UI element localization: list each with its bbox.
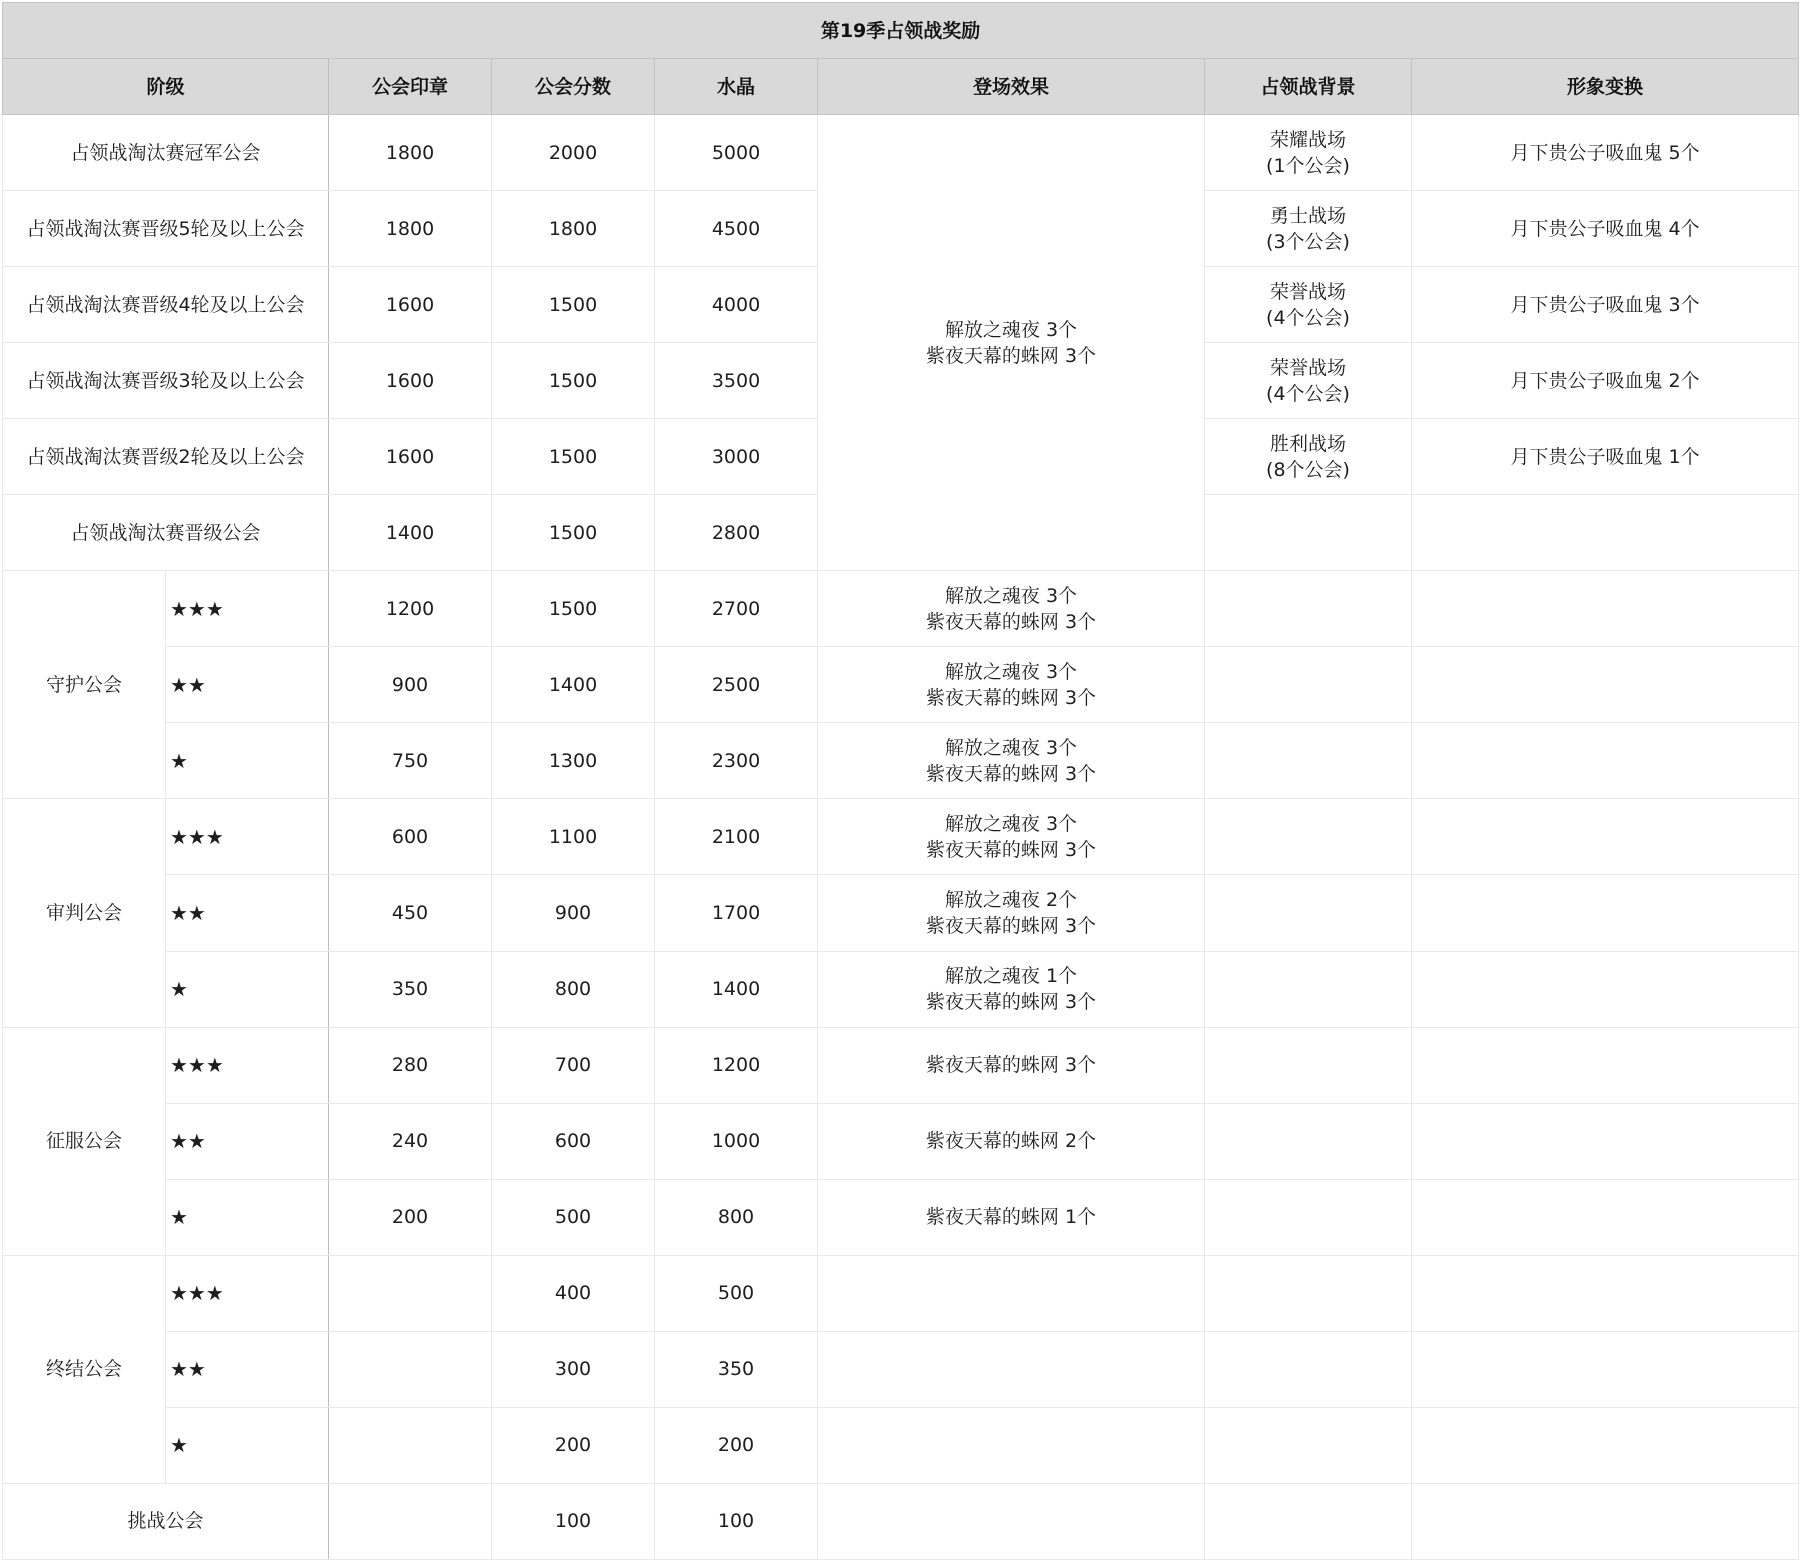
background-cell [1205,1255,1412,1331]
table-row [3,951,1799,1027]
header-crystal: 水晶 [655,59,818,115]
table-row [3,1103,1799,1179]
header-effect: 登场效果 [818,59,1205,115]
seal-cell: 900 [329,647,492,723]
effect-cell: 解放之魂夜 3个 紫夜天幕的蛛网 3个 [818,647,1205,723]
effect-cell: 紫夜天幕的蛛网 2个 [818,1103,1205,1179]
crystal-cell: 1000 [655,1103,818,1179]
effect-cell: 紫夜天幕的蛛网 3个 [818,1027,1205,1103]
score-cell: 1500 [492,419,655,495]
tier-cell: 占领战淘汰赛晋级5轮及以上公会 [3,191,329,267]
effect-cell [818,1331,1205,1407]
table-row [3,799,1799,875]
transform-cell [1412,495,1799,571]
star-rating: ★ [166,723,329,799]
score-cell: 400 [492,1255,655,1331]
effect-cell: 解放之魂夜 3个 紫夜天幕的蛛网 3个 [818,799,1205,875]
background-cell [1205,1103,1412,1179]
seal-cell: 200 [329,1179,492,1255]
table-row [3,1255,1799,1331]
header-seal: 公会印章 [329,59,492,115]
seal-cell [329,1255,492,1331]
transform-cell: 月下贵公子吸血鬼 2个 [1412,343,1799,419]
transform-cell [1412,571,1799,647]
score-cell: 2000 [492,115,655,191]
score-cell: 600 [492,1103,655,1179]
transform-cell: 月下贵公子吸血鬼 3个 [1412,267,1799,343]
table-row [3,571,1799,647]
background-cell [1205,1331,1412,1407]
seal-cell: 1600 [329,267,492,343]
star-rating: ★★★ [166,571,329,647]
score-cell: 100 [492,1483,655,1559]
score-cell: 800 [492,951,655,1027]
transform-cell [1412,1103,1799,1179]
score-cell: 700 [492,1027,655,1103]
group-label-cell: 审判公会 [3,799,166,1027]
transform-cell [1412,875,1799,951]
score-cell: 1500 [492,571,655,647]
table-row [3,1027,1799,1103]
transform-cell [1412,1483,1799,1559]
crystal-cell: 200 [655,1407,818,1483]
crystal-cell: 3000 [655,419,818,495]
table-title: 第19季占领战奖励 [3,3,1799,59]
table-row [3,875,1799,951]
background-cell [1205,1407,1412,1483]
table-row [3,1179,1799,1255]
seal-cell [329,1407,492,1483]
transform-cell [1412,951,1799,1027]
effect-cell [818,1483,1205,1559]
crystal-cell: 1400 [655,951,818,1027]
table-row [3,723,1799,799]
header-tier: 阶级 [3,59,329,115]
star-rating: ★ [166,1179,329,1255]
seal-cell: 1400 [329,495,492,571]
tier-cell: 占领战淘汰赛晋级2轮及以上公会 [3,419,329,495]
transform-cell [1412,723,1799,799]
transform-cell: 月下贵公子吸血鬼 4个 [1412,191,1799,267]
score-cell: 1500 [492,343,655,419]
score-cell: 1500 [492,267,655,343]
transform-cell [1412,1407,1799,1483]
transform-cell [1412,1331,1799,1407]
tier-cell: 占领战淘汰赛冠军公会 [3,115,329,191]
table-row [3,115,1799,191]
score-cell: 900 [492,875,655,951]
seal-cell: 1600 [329,343,492,419]
crystal-cell: 5000 [655,115,818,191]
table-row [3,647,1799,723]
seal-cell: 750 [329,723,492,799]
crystal-cell: 4000 [655,267,818,343]
table-row [3,1407,1799,1483]
tier-cell: 占领战淘汰赛晋级4轮及以上公会 [3,267,329,343]
group-label-cell: 终结公会 [3,1255,166,1483]
crystal-cell: 2500 [655,647,818,723]
crystal-cell: 1700 [655,875,818,951]
seal-cell: 1600 [329,419,492,495]
effect-cell [818,1407,1205,1483]
header-transform: 形象变换 [1412,59,1799,115]
seal-cell: 1200 [329,571,492,647]
header-score: 公会分数 [492,59,655,115]
transform-cell [1412,799,1799,875]
seal-cell: 600 [329,799,492,875]
score-cell: 200 [492,1407,655,1483]
background-cell: 荣耀战场 (1个公会) [1205,115,1412,191]
crystal-cell: 800 [655,1179,818,1255]
background-cell [1205,799,1412,875]
background-cell [1205,723,1412,799]
effect-cell [818,1255,1205,1331]
background-cell: 荣誉战场 (4个公会) [1205,267,1412,343]
transform-cell: 月下贵公子吸血鬼 5个 [1412,115,1799,191]
star-rating: ★★ [166,875,329,951]
seal-cell: 1800 [329,191,492,267]
star-rating: ★★ [166,1331,329,1407]
background-cell [1205,875,1412,951]
crystal-cell: 2100 [655,799,818,875]
crystal-cell: 100 [655,1483,818,1559]
background-cell [1205,1027,1412,1103]
background-cell [1205,495,1412,571]
crystal-cell: 2700 [655,571,818,647]
score-cell: 1100 [492,799,655,875]
shared-effect-cell: 解放之魂夜 3个 紫夜天幕的蛛网 3个 [818,115,1205,571]
star-rating: ★★ [166,647,329,723]
transform-cell [1412,1179,1799,1255]
star-rating: ★ [166,1407,329,1483]
crystal-cell: 3500 [655,343,818,419]
background-cell [1205,1483,1412,1559]
group-label-cell: 征服公会 [3,1027,166,1255]
crystal-cell: 1200 [655,1027,818,1103]
seal-cell [329,1331,492,1407]
seal-cell: 450 [329,875,492,951]
transform-cell [1412,1255,1799,1331]
effect-cell: 解放之魂夜 1个 紫夜天幕的蛛网 3个 [818,951,1205,1027]
background-cell [1205,951,1412,1027]
tier-cell: 占领战淘汰赛晋级3轮及以上公会 [3,343,329,419]
background-cell [1205,571,1412,647]
star-rating: ★★ [166,1103,329,1179]
effect-cell: 解放之魂夜 3个 紫夜天幕的蛛网 3个 [818,571,1205,647]
score-cell: 500 [492,1179,655,1255]
crystal-cell: 2800 [655,495,818,571]
seal-cell: 350 [329,951,492,1027]
group-label-cell: 守护公会 [3,571,166,799]
table-row [3,1483,1799,1559]
transform-cell [1412,647,1799,723]
crystal-cell: 350 [655,1331,818,1407]
crystal-cell: 2300 [655,723,818,799]
background-cell [1205,1179,1412,1255]
score-cell: 1500 [492,495,655,571]
table-row [3,1331,1799,1407]
star-rating: ★ [166,951,329,1027]
seal-cell [329,1483,492,1559]
seal-cell: 240 [329,1103,492,1179]
score-cell: 1300 [492,723,655,799]
score-cell: 1400 [492,647,655,723]
header-background: 占领战背景 [1205,59,1412,115]
tier-cell: 占领战淘汰赛晋级公会 [3,495,329,571]
transform-cell: 月下贵公子吸血鬼 1个 [1412,419,1799,495]
background-cell: 荣誉战场 (4个公会) [1205,343,1412,419]
tier-cell: 挑战公会 [3,1483,329,1559]
effect-cell: 解放之魂夜 3个 紫夜天幕的蛛网 3个 [818,723,1205,799]
star-rating: ★★★ [166,1027,329,1103]
background-cell: 勇士战场 (3个公会) [1205,191,1412,267]
seal-cell: 280 [329,1027,492,1103]
effect-cell: 解放之魂夜 2个 紫夜天幕的蛛网 3个 [818,875,1205,951]
crystal-cell: 4500 [655,191,818,267]
effect-cell: 紫夜天幕的蛛网 1个 [818,1179,1205,1255]
reward-table [2,2,1799,1560]
crystal-cell: 500 [655,1255,818,1331]
background-cell: 胜利战场 (8个公会) [1205,419,1412,495]
seal-cell: 1800 [329,115,492,191]
star-rating: ★★★ [166,799,329,875]
score-cell: 1800 [492,191,655,267]
background-cell [1205,647,1412,723]
score-cell: 300 [492,1331,655,1407]
star-rating: ★★★ [166,1255,329,1331]
transform-cell [1412,1027,1799,1103]
